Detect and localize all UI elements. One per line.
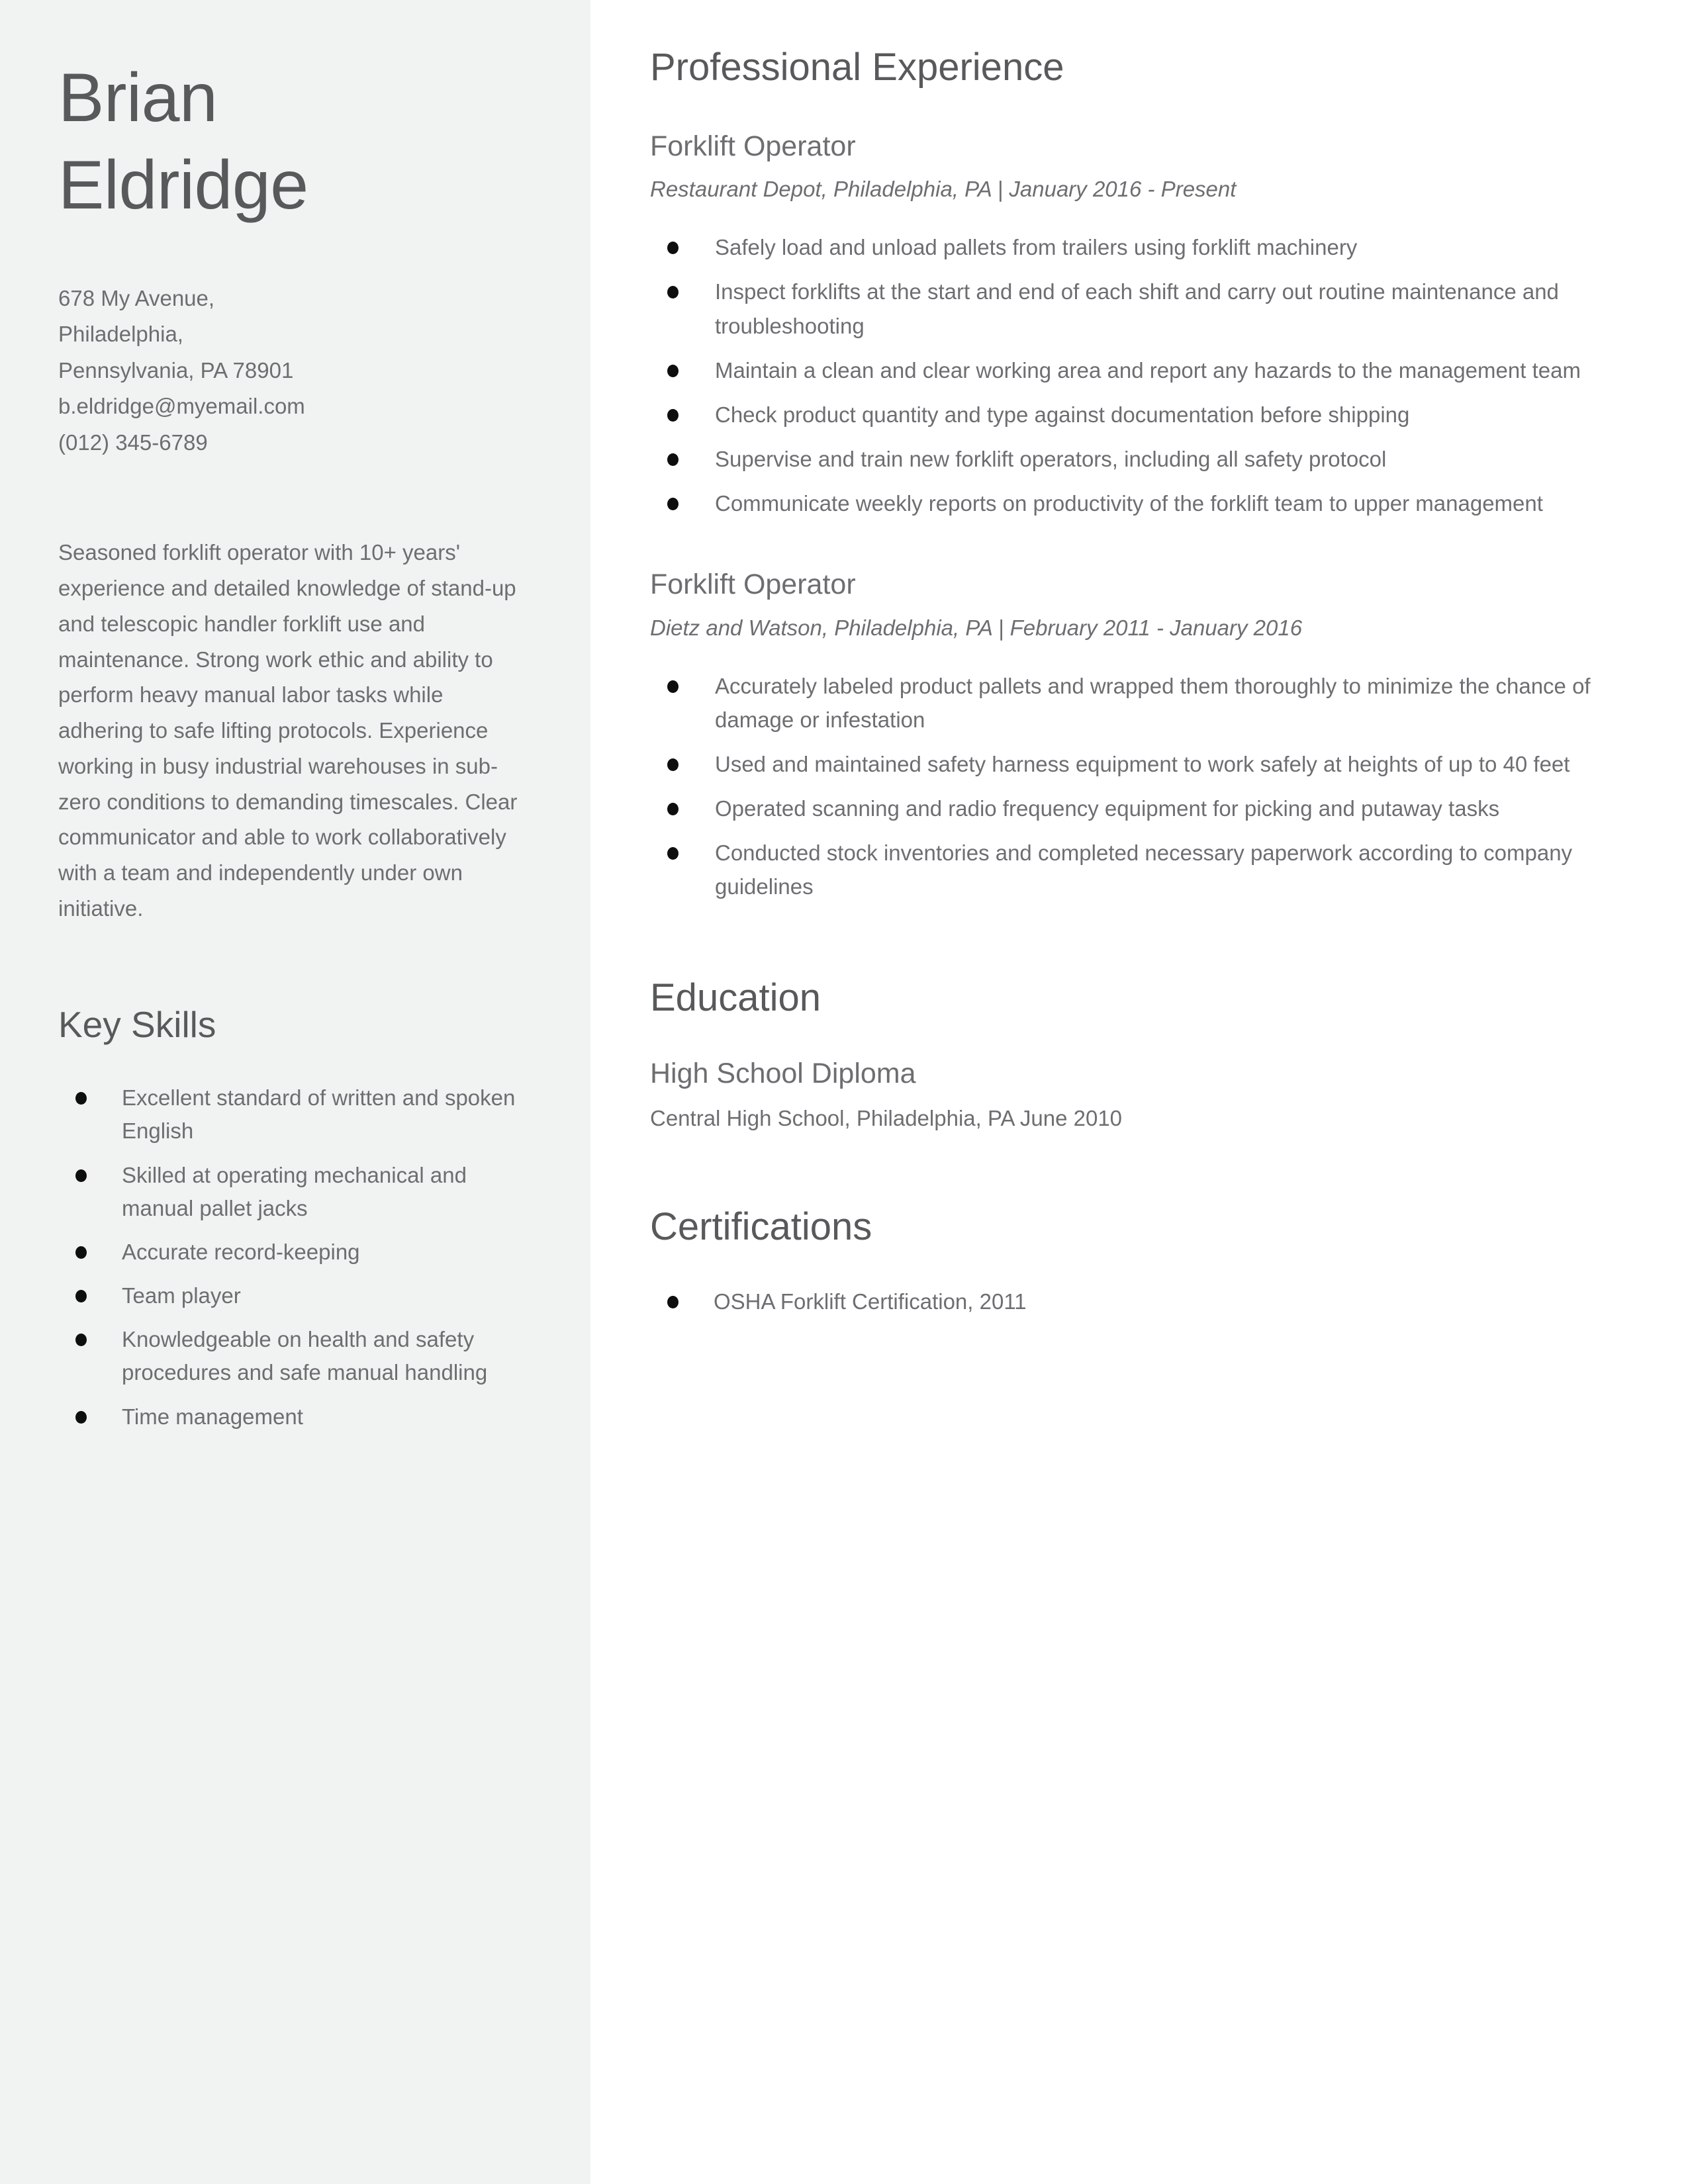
skill-text: Skilled at operating mechanical and manual pallet jacks [122, 1162, 467, 1220]
list-item [650, 669, 1602, 737]
first-name: Brian [58, 60, 218, 136]
duty-text: Check product quantity and type against documentation before shipping [715, 402, 1410, 427]
certification-text: OSHA Forklift Certification, 2011 [714, 1289, 1027, 1314]
bullet-dot-icon [667, 409, 679, 422]
duty-text: Used and maintained safety harness equipment to work safely at heights of up to 40 feet [715, 752, 1570, 777]
contact-state-zip: Pennsylvania, PA 78901 [58, 357, 294, 383]
bullet-dot-icon [667, 365, 679, 377]
certifications-heading: Certifications [650, 1205, 872, 1248]
duty-text: Safely load and unload pallets from trailers using forklift machinery [715, 235, 1358, 260]
bullet-dot-icon [667, 498, 679, 510]
bullet-dot-icon [667, 242, 679, 254]
list-item [650, 230, 1602, 264]
list-item [58, 1279, 527, 1312]
list-item [650, 442, 1602, 476]
bullet-dot-icon [667, 1296, 679, 1308]
bullet-dot-icon [75, 1334, 87, 1346]
bullet-dot-icon [667, 680, 679, 693]
contact-phone[interactable]: (012) 345-6789 [58, 430, 208, 455]
last-name: Eldridge [58, 147, 308, 224]
list-item [650, 1285, 1602, 1318]
duty-text: Maintain a clean and clear working area and report any hazards to the management team [715, 357, 1581, 383]
contact-street: 678 My Avenue, [58, 286, 215, 310]
bullet-dot-icon [75, 1411, 87, 1424]
duty-text: Conducted stock inventories and completed necessary paperwork according to company guidelines [715, 841, 1573, 899]
list-item [650, 747, 1602, 781]
contact-details [58, 281, 527, 461]
bullet-dot-icon [75, 1246, 87, 1259]
professional-summary: Seasoned forklift operator with 10+ years' experience and detailed knowledge of stand-up and telescopic handler forklift use and maintenance. Strong work ethic and ability to perform heavy manual labor tasks while adhering to safe lifting protocols. Experience working in busy industrial warehouses in sub-zero conditions to demanding timescales. Clear communicator and able to work collaboratively with a team and independently under own initiative. [58, 540, 518, 921]
bullet-dot-icon [667, 847, 679, 860]
main-column [590, 0, 1688, 2184]
candidate-name [58, 52, 527, 224]
job-title: Forklift Operator [650, 569, 856, 601]
experience-entry [650, 130, 1602, 520]
education-heading: Education [650, 976, 821, 1019]
bullet-dot-icon [75, 1092, 87, 1105]
duty-text: Operated scanning and radio frequency equipment for picking and putaway tasks [715, 796, 1500, 821]
list-item [58, 1159, 527, 1225]
duty-text: Supervise and train new forklift operators, including all safety protocol [715, 446, 1387, 471]
list-item [650, 792, 1602, 825]
experience-heading: Professional Experience [650, 46, 1064, 89]
certifications-list [650, 1285, 1602, 1318]
list-item [58, 1236, 527, 1269]
contact-city: Philadelphia, [58, 322, 183, 347]
bullet-dot-icon [75, 1290, 87, 1302]
bullet-dot-icon [667, 453, 679, 466]
bullet-dot-icon [667, 758, 679, 771]
key-skills-heading: Key Skills [58, 1003, 216, 1045]
key-skills-list [58, 1081, 527, 1433]
list-item [650, 836, 1602, 903]
list-item [58, 1400, 527, 1433]
skill-text: Knowledgeable on health and safety procedures and safe manual handling [122, 1327, 488, 1385]
list-item [58, 1081, 527, 1148]
duty-text: Inspect forklifts at the start and end of each shift and carry out routine maintenance and troubleshooting [715, 279, 1559, 338]
job-title: Forklift Operator [650, 130, 856, 162]
skill-text: Excellent standard of written and spoken English [122, 1085, 516, 1144]
list-item [650, 398, 1602, 432]
education-entry [650, 1057, 1602, 1132]
job-company-dates: Restaurant Depot, Philadelphia, PA | January 2016 - Present [650, 177, 1237, 202]
skill-text: Time management [122, 1404, 303, 1429]
job-duties-list [650, 669, 1602, 904]
education-degree: High School Diploma [650, 1058, 916, 1090]
duty-text: Communicate weekly reports on productivity of the forklift team to upper management [715, 491, 1543, 516]
bullet-dot-icon [667, 286, 679, 298]
education-school: Central High School, Philadelphia, PA June 2010 [650, 1105, 1123, 1130]
contact-email[interactable]: b.eldridge@myemail.com [58, 394, 305, 419]
skill-text: Team player [122, 1283, 241, 1308]
skill-text: Accurate record-keeping [122, 1239, 360, 1264]
sidebar [0, 0, 590, 2184]
bullet-dot-icon [75, 1169, 87, 1182]
job-company-dates: Dietz and Watson, Philadelphia, PA | February 2011 - January 2016 [650, 615, 1303, 640]
bullet-dot-icon [667, 803, 679, 815]
list-item [650, 353, 1602, 387]
job-duties-list [650, 230, 1602, 520]
list-item [650, 275, 1602, 342]
experience-entry [650, 568, 1602, 903]
duty-text: Accurately labeled product pallets and wrapped them thoroughly to minimize the chance of damage or infestation [715, 673, 1591, 732]
list-item [58, 1323, 527, 1389]
list-item [650, 486, 1602, 520]
